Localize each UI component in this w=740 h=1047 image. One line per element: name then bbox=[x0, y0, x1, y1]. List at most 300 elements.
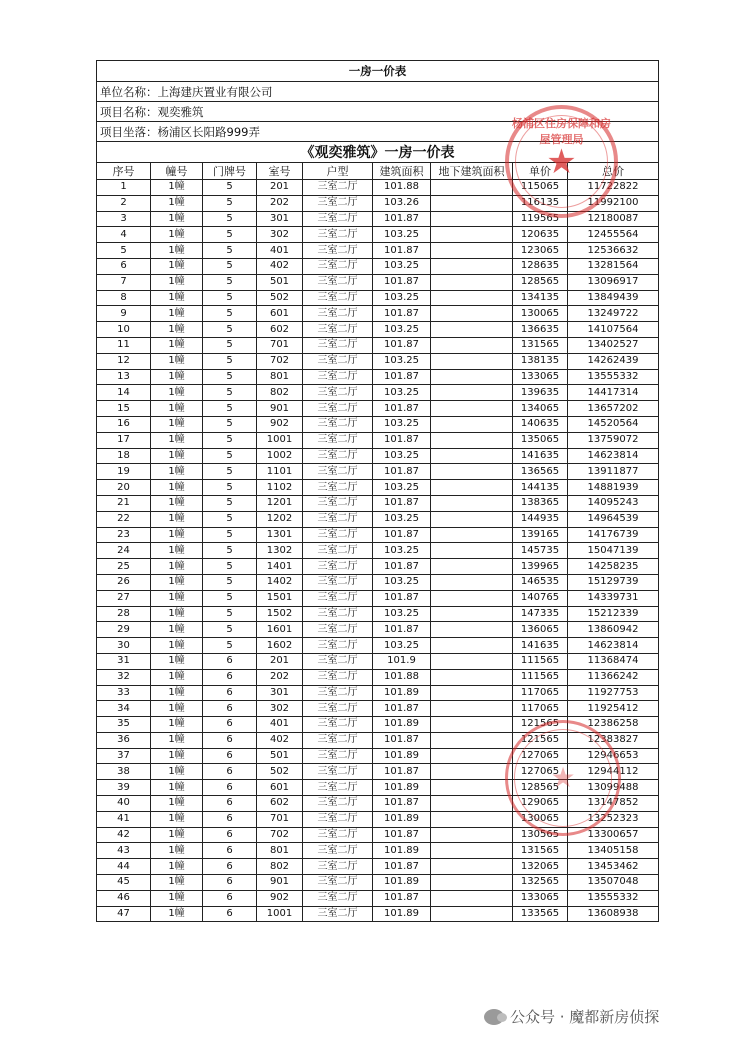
table-row bbox=[97, 258, 659, 274]
basement-area-cell bbox=[431, 495, 513, 511]
row-index-cell: 22 bbox=[97, 511, 151, 527]
table-row bbox=[97, 337, 659, 353]
building-cell: 1幢 bbox=[151, 890, 203, 906]
door-number-cell: 5 bbox=[203, 290, 257, 306]
layout-cell: 三室二厅 bbox=[303, 211, 373, 227]
floor-area-cell: 103.25 bbox=[373, 258, 431, 274]
door-number-cell: 5 bbox=[203, 195, 257, 211]
row-index-cell: 5 bbox=[97, 243, 151, 259]
basement-area-cell bbox=[431, 480, 513, 496]
building-cell: 1幢 bbox=[151, 369, 203, 385]
unit-price-cell: 116135 bbox=[513, 195, 568, 211]
room-number-cell: 202 bbox=[257, 669, 303, 685]
basement-area-cell bbox=[431, 701, 513, 717]
layout-cell: 三室二厅 bbox=[303, 180, 373, 196]
total-price-cell: 12946653 bbox=[568, 748, 659, 764]
door-number-cell: 5 bbox=[203, 432, 257, 448]
building-cell: 1幢 bbox=[151, 827, 203, 843]
door-number-cell: 6 bbox=[203, 875, 257, 891]
company-name: 单位名称：上海建庆置业有限公司 bbox=[97, 82, 659, 102]
table-row bbox=[97, 638, 659, 654]
total-price-cell: 13147852 bbox=[568, 796, 659, 812]
unit-price-cell: 121565 bbox=[513, 732, 568, 748]
room-number-cell: 1002 bbox=[257, 448, 303, 464]
building-cell: 1幢 bbox=[151, 337, 203, 353]
door-number-cell: 5 bbox=[203, 337, 257, 353]
table-row bbox=[97, 385, 659, 401]
basement-area-cell bbox=[431, 843, 513, 859]
row-index-cell: 34 bbox=[97, 701, 151, 717]
room-number-cell: 801 bbox=[257, 843, 303, 859]
basement-area-cell bbox=[431, 227, 513, 243]
door-number-cell: 5 bbox=[203, 590, 257, 606]
building-cell: 1幢 bbox=[151, 448, 203, 464]
room-number-cell: 601 bbox=[257, 780, 303, 796]
unit-price-cell: 140635 bbox=[513, 416, 568, 432]
door-number-cell: 6 bbox=[203, 843, 257, 859]
door-number-cell: 5 bbox=[203, 622, 257, 638]
building-cell: 1幢 bbox=[151, 590, 203, 606]
floor-area-cell: 101.89 bbox=[373, 748, 431, 764]
door-number-cell: 6 bbox=[203, 811, 257, 827]
floor-area-cell: 101.87 bbox=[373, 401, 431, 417]
basement-area-cell bbox=[431, 748, 513, 764]
total-price-cell: 15129739 bbox=[568, 574, 659, 590]
total-price-cell: 13555332 bbox=[568, 890, 659, 906]
building-cell: 1幢 bbox=[151, 274, 203, 290]
table-row bbox=[97, 574, 659, 590]
building-cell: 1幢 bbox=[151, 401, 203, 417]
total-price-cell: 13453462 bbox=[568, 859, 659, 875]
total-price-cell: 12180087 bbox=[568, 211, 659, 227]
price-table bbox=[96, 60, 659, 922]
building-cell: 1幢 bbox=[151, 859, 203, 875]
row-index-cell: 47 bbox=[97, 906, 151, 922]
floor-area-cell: 101.87 bbox=[373, 211, 431, 227]
total-price-cell: 11992100 bbox=[568, 195, 659, 211]
unit-price-cell: 128565 bbox=[513, 780, 568, 796]
table-row bbox=[97, 416, 659, 432]
layout-cell: 三室二厅 bbox=[303, 717, 373, 733]
layout-cell: 三室二厅 bbox=[303, 337, 373, 353]
room-number-cell: 1001 bbox=[257, 906, 303, 922]
unit-price-cell: 123065 bbox=[513, 243, 568, 259]
building-cell: 1幢 bbox=[151, 527, 203, 543]
floor-area-cell: 101.87 bbox=[373, 559, 431, 575]
price-sheet bbox=[96, 60, 658, 922]
floor-area-cell: 101.87 bbox=[373, 827, 431, 843]
floor-area-cell: 101.89 bbox=[373, 780, 431, 796]
room-number-cell: 502 bbox=[257, 764, 303, 780]
table-row bbox=[97, 227, 659, 243]
total-price-cell: 12455564 bbox=[568, 227, 659, 243]
building-cell: 1幢 bbox=[151, 653, 203, 669]
building-cell: 1幢 bbox=[151, 464, 203, 480]
room-number-cell: 701 bbox=[257, 811, 303, 827]
column-header: 户型 bbox=[303, 163, 373, 180]
building-cell: 1幢 bbox=[151, 606, 203, 622]
basement-area-cell bbox=[431, 385, 513, 401]
total-price-cell: 14881939 bbox=[568, 480, 659, 496]
layout-cell: 三室二厅 bbox=[303, 685, 373, 701]
table-row bbox=[97, 859, 659, 875]
unit-price-cell: 117065 bbox=[513, 701, 568, 717]
unit-price-cell: 138135 bbox=[513, 353, 568, 369]
row-index-cell: 19 bbox=[97, 464, 151, 480]
layout-cell: 三室二厅 bbox=[303, 890, 373, 906]
building-cell: 1幢 bbox=[151, 843, 203, 859]
table-row bbox=[97, 527, 659, 543]
total-price-cell: 12536632 bbox=[568, 243, 659, 259]
row-index-cell: 38 bbox=[97, 764, 151, 780]
row-index-cell: 36 bbox=[97, 732, 151, 748]
layout-cell: 三室二厅 bbox=[303, 638, 373, 654]
floor-area-cell: 101.89 bbox=[373, 685, 431, 701]
table-row bbox=[97, 180, 659, 196]
unit-price-cell: 139165 bbox=[513, 527, 568, 543]
basement-area-cell bbox=[431, 685, 513, 701]
basement-area-cell bbox=[431, 369, 513, 385]
table-row bbox=[97, 369, 659, 385]
room-number-cell: 202 bbox=[257, 195, 303, 211]
building-cell: 1幢 bbox=[151, 195, 203, 211]
unit-price-cell: 111565 bbox=[513, 653, 568, 669]
total-price-cell: 12944112 bbox=[568, 764, 659, 780]
layout-cell: 三室二厅 bbox=[303, 385, 373, 401]
row-index-cell: 27 bbox=[97, 590, 151, 606]
total-price-cell: 13099488 bbox=[568, 780, 659, 796]
floor-area-cell: 101.89 bbox=[373, 811, 431, 827]
total-price-cell: 12386258 bbox=[568, 717, 659, 733]
unit-price-cell: 136635 bbox=[513, 322, 568, 338]
row-index-cell: 26 bbox=[97, 574, 151, 590]
basement-area-cell bbox=[431, 416, 513, 432]
row-index-cell: 2 bbox=[97, 195, 151, 211]
document-title: 一房一价表 bbox=[97, 61, 659, 82]
total-price-cell: 14095243 bbox=[568, 495, 659, 511]
floor-area-cell: 101.87 bbox=[373, 890, 431, 906]
star-icon: ★ bbox=[550, 761, 576, 794]
unit-price-cell: 136065 bbox=[513, 622, 568, 638]
layout-cell: 三室二厅 bbox=[303, 401, 373, 417]
table-row bbox=[97, 732, 659, 748]
door-number-cell: 5 bbox=[203, 543, 257, 559]
room-number-cell: 1502 bbox=[257, 606, 303, 622]
basement-area-cell bbox=[431, 669, 513, 685]
table-row bbox=[97, 448, 659, 464]
floor-area-cell: 103.25 bbox=[373, 227, 431, 243]
room-number-cell: 901 bbox=[257, 401, 303, 417]
unit-price-cell: 128565 bbox=[513, 274, 568, 290]
layout-cell: 三室二厅 bbox=[303, 669, 373, 685]
basement-area-cell bbox=[431, 622, 513, 638]
unit-price-cell: 130565 bbox=[513, 827, 568, 843]
door-number-cell: 6 bbox=[203, 906, 257, 922]
basement-area-cell bbox=[431, 511, 513, 527]
table-row bbox=[97, 827, 659, 843]
room-number-cell: 1501 bbox=[257, 590, 303, 606]
door-number-cell: 6 bbox=[203, 685, 257, 701]
unit-price-cell: 136565 bbox=[513, 464, 568, 480]
basement-area-cell bbox=[431, 796, 513, 812]
row-index-cell: 46 bbox=[97, 890, 151, 906]
row-index-cell: 29 bbox=[97, 622, 151, 638]
basement-area-cell bbox=[431, 211, 513, 227]
unit-price-cell: 141635 bbox=[513, 638, 568, 654]
table-row bbox=[97, 606, 659, 622]
total-price-cell: 14339731 bbox=[568, 590, 659, 606]
unit-price-cell: 146535 bbox=[513, 574, 568, 590]
basement-area-cell bbox=[431, 290, 513, 306]
row-index-cell: 44 bbox=[97, 859, 151, 875]
room-number-cell: 1302 bbox=[257, 543, 303, 559]
basement-area-cell bbox=[431, 606, 513, 622]
total-price-cell: 14520564 bbox=[568, 416, 659, 432]
room-number-cell: 701 bbox=[257, 337, 303, 353]
building-cell: 1幢 bbox=[151, 322, 203, 338]
basement-area-cell bbox=[431, 574, 513, 590]
unit-price-cell: 133565 bbox=[513, 906, 568, 922]
floor-area-cell: 101.87 bbox=[373, 306, 431, 322]
column-header: 建筑面积 bbox=[373, 163, 431, 180]
unit-price-cell: 117065 bbox=[513, 685, 568, 701]
basement-area-cell bbox=[431, 827, 513, 843]
row-index-cell: 18 bbox=[97, 448, 151, 464]
floor-area-cell: 101.89 bbox=[373, 717, 431, 733]
table-row bbox=[97, 796, 659, 812]
room-number-cell: 502 bbox=[257, 290, 303, 306]
floor-area-cell: 103.25 bbox=[373, 290, 431, 306]
total-price-cell: 13555332 bbox=[568, 369, 659, 385]
row-index-cell: 25 bbox=[97, 559, 151, 575]
unit-price-cell: 120635 bbox=[513, 227, 568, 243]
total-price-cell: 13911877 bbox=[568, 464, 659, 480]
table-row bbox=[97, 243, 659, 259]
layout-cell: 三室二厅 bbox=[303, 511, 373, 527]
room-number-cell: 901 bbox=[257, 875, 303, 891]
total-price-cell: 14262439 bbox=[568, 353, 659, 369]
table-row bbox=[97, 511, 659, 527]
basement-area-cell bbox=[431, 195, 513, 211]
building-cell: 1幢 bbox=[151, 638, 203, 654]
building-cell: 1幢 bbox=[151, 685, 203, 701]
building-cell: 1幢 bbox=[151, 543, 203, 559]
door-number-cell: 6 bbox=[203, 669, 257, 685]
total-price-cell: 13849439 bbox=[568, 290, 659, 306]
table-row bbox=[97, 685, 659, 701]
room-number-cell: 1301 bbox=[257, 527, 303, 543]
row-index-cell: 41 bbox=[97, 811, 151, 827]
room-number-cell: 301 bbox=[257, 211, 303, 227]
layout-cell: 三室二厅 bbox=[303, 369, 373, 385]
door-number-cell: 5 bbox=[203, 180, 257, 196]
layout-cell: 三室二厅 bbox=[303, 274, 373, 290]
unit-price-cell: 135065 bbox=[513, 432, 568, 448]
unit-price-cell: 138365 bbox=[513, 495, 568, 511]
basement-area-cell bbox=[431, 543, 513, 559]
room-number-cell: 1602 bbox=[257, 638, 303, 654]
row-index-cell: 12 bbox=[97, 353, 151, 369]
unit-price-cell: 130065 bbox=[513, 811, 568, 827]
building-cell: 1幢 bbox=[151, 701, 203, 717]
layout-cell: 三室二厅 bbox=[303, 495, 373, 511]
layout-cell: 三室二厅 bbox=[303, 306, 373, 322]
unit-price-cell: 141635 bbox=[513, 448, 568, 464]
door-number-cell: 5 bbox=[203, 401, 257, 417]
project-name: 项目名称：观奕雅筑 bbox=[97, 102, 659, 122]
floor-area-cell: 101.87 bbox=[373, 732, 431, 748]
unit-price-cell: 132565 bbox=[513, 875, 568, 891]
floor-area-cell: 101.89 bbox=[373, 843, 431, 859]
total-price-cell: 13759072 bbox=[568, 432, 659, 448]
building-cell: 1幢 bbox=[151, 495, 203, 511]
table-row bbox=[97, 890, 659, 906]
room-number-cell: 902 bbox=[257, 416, 303, 432]
star-icon: ★ bbox=[546, 141, 577, 182]
door-number-cell: 5 bbox=[203, 211, 257, 227]
unit-price-cell: 147335 bbox=[513, 606, 568, 622]
unit-price-cell: 127065 bbox=[513, 748, 568, 764]
unit-price-cell: 121565 bbox=[513, 717, 568, 733]
table-row bbox=[97, 843, 659, 859]
floor-area-cell: 101.9 bbox=[373, 653, 431, 669]
basement-area-cell bbox=[431, 464, 513, 480]
column-header: 门牌号 bbox=[203, 163, 257, 180]
table-row bbox=[97, 764, 659, 780]
floor-area-cell: 101.89 bbox=[373, 875, 431, 891]
building-cell: 1幢 bbox=[151, 780, 203, 796]
building-cell: 1幢 bbox=[151, 306, 203, 322]
layout-cell: 三室二厅 bbox=[303, 448, 373, 464]
floor-area-cell: 101.89 bbox=[373, 906, 431, 922]
column-header-row bbox=[97, 163, 659, 180]
table-row bbox=[97, 274, 659, 290]
building-cell: 1幢 bbox=[151, 574, 203, 590]
column-header: 序号 bbox=[97, 163, 151, 180]
row-index-cell: 28 bbox=[97, 606, 151, 622]
basement-area-cell bbox=[431, 590, 513, 606]
table-row bbox=[97, 875, 659, 891]
layout-cell: 三室二厅 bbox=[303, 701, 373, 717]
floor-area-cell: 101.87 bbox=[373, 495, 431, 511]
row-index-cell: 8 bbox=[97, 290, 151, 306]
room-number-cell: 601 bbox=[257, 306, 303, 322]
room-number-cell: 1601 bbox=[257, 622, 303, 638]
floor-area-cell: 103.25 bbox=[373, 543, 431, 559]
door-number-cell: 5 bbox=[203, 495, 257, 511]
room-number-cell: 1202 bbox=[257, 511, 303, 527]
room-number-cell: 302 bbox=[257, 701, 303, 717]
building-cell: 1幢 bbox=[151, 211, 203, 227]
floor-area-cell: 101.87 bbox=[373, 432, 431, 448]
layout-cell: 三室二厅 bbox=[303, 227, 373, 243]
unit-price-cell: 130065 bbox=[513, 306, 568, 322]
building-cell: 1幢 bbox=[151, 180, 203, 196]
project-address: 项目坐落：杨浦区长阳路999弄 bbox=[97, 122, 659, 142]
building-cell: 1幢 bbox=[151, 622, 203, 638]
layout-cell: 三室二厅 bbox=[303, 464, 373, 480]
room-number-cell: 302 bbox=[257, 227, 303, 243]
unit-price-cell: 145735 bbox=[513, 543, 568, 559]
row-index-cell: 7 bbox=[97, 274, 151, 290]
total-price-cell: 11925412 bbox=[568, 701, 659, 717]
room-number-cell: 802 bbox=[257, 859, 303, 875]
layout-cell: 三室二厅 bbox=[303, 653, 373, 669]
layout-cell: 三室二厅 bbox=[303, 606, 373, 622]
door-number-cell: 5 bbox=[203, 511, 257, 527]
basement-area-cell bbox=[431, 890, 513, 906]
row-index-cell: 1 bbox=[97, 180, 151, 196]
floor-area-cell: 103.25 bbox=[373, 353, 431, 369]
row-index-cell: 45 bbox=[97, 875, 151, 891]
layout-cell: 三室二厅 bbox=[303, 827, 373, 843]
layout-cell: 三室二厅 bbox=[303, 416, 373, 432]
layout-cell: 三室二厅 bbox=[303, 559, 373, 575]
column-header: 地下建筑面积 bbox=[431, 163, 513, 180]
row-index-cell: 32 bbox=[97, 669, 151, 685]
floor-area-cell: 101.87 bbox=[373, 527, 431, 543]
row-index-cell: 33 bbox=[97, 685, 151, 701]
door-number-cell: 5 bbox=[203, 480, 257, 496]
room-number-cell: 602 bbox=[257, 796, 303, 812]
layout-cell: 三室二厅 bbox=[303, 243, 373, 259]
building-cell: 1幢 bbox=[151, 811, 203, 827]
floor-area-cell: 101.87 bbox=[373, 764, 431, 780]
table-row bbox=[97, 401, 659, 417]
total-price-cell: 13608938 bbox=[568, 906, 659, 922]
watermark-text: 公众号 · 魔都新房侦探 bbox=[510, 1008, 660, 1026]
table-row bbox=[97, 543, 659, 559]
row-index-cell: 35 bbox=[97, 717, 151, 733]
room-number-cell: 1102 bbox=[257, 480, 303, 496]
basement-area-cell bbox=[431, 401, 513, 417]
unit-price-cell: 111565 bbox=[513, 669, 568, 685]
total-price-cell: 14107564 bbox=[568, 322, 659, 338]
row-index-cell: 16 bbox=[97, 416, 151, 432]
table-row bbox=[97, 306, 659, 322]
row-index-cell: 42 bbox=[97, 827, 151, 843]
door-number-cell: 6 bbox=[203, 732, 257, 748]
building-cell: 1幢 bbox=[151, 764, 203, 780]
door-number-cell: 5 bbox=[203, 416, 257, 432]
floor-area-cell: 103.25 bbox=[373, 574, 431, 590]
unit-price-cell: 129065 bbox=[513, 796, 568, 812]
unit-price-cell: 131565 bbox=[513, 843, 568, 859]
floor-area-cell: 101.87 bbox=[373, 369, 431, 385]
basement-area-cell bbox=[431, 243, 513, 259]
table-row bbox=[97, 211, 659, 227]
total-price-cell: 14623814 bbox=[568, 638, 659, 654]
door-number-cell: 5 bbox=[203, 574, 257, 590]
floor-area-cell: 101.87 bbox=[373, 590, 431, 606]
seal-text: 杨浦区住房保障和房屋管理局 bbox=[512, 117, 611, 146]
total-price-cell: 14417314 bbox=[568, 385, 659, 401]
table-title: 《观奕雅筑》一房一价表 bbox=[97, 142, 659, 163]
table-row bbox=[97, 669, 659, 685]
basement-area-cell bbox=[431, 527, 513, 543]
floor-area-cell: 103.25 bbox=[373, 416, 431, 432]
row-index-cell: 11 bbox=[97, 337, 151, 353]
floor-area-cell: 103.25 bbox=[373, 322, 431, 338]
room-number-cell: 401 bbox=[257, 717, 303, 733]
unit-price-cell: 132065 bbox=[513, 859, 568, 875]
row-index-cell: 9 bbox=[97, 306, 151, 322]
basement-area-cell bbox=[431, 764, 513, 780]
basement-area-cell bbox=[431, 559, 513, 575]
total-price-cell: 11366242 bbox=[568, 669, 659, 685]
row-index-cell: 6 bbox=[97, 258, 151, 274]
layout-cell: 三室二厅 bbox=[303, 764, 373, 780]
